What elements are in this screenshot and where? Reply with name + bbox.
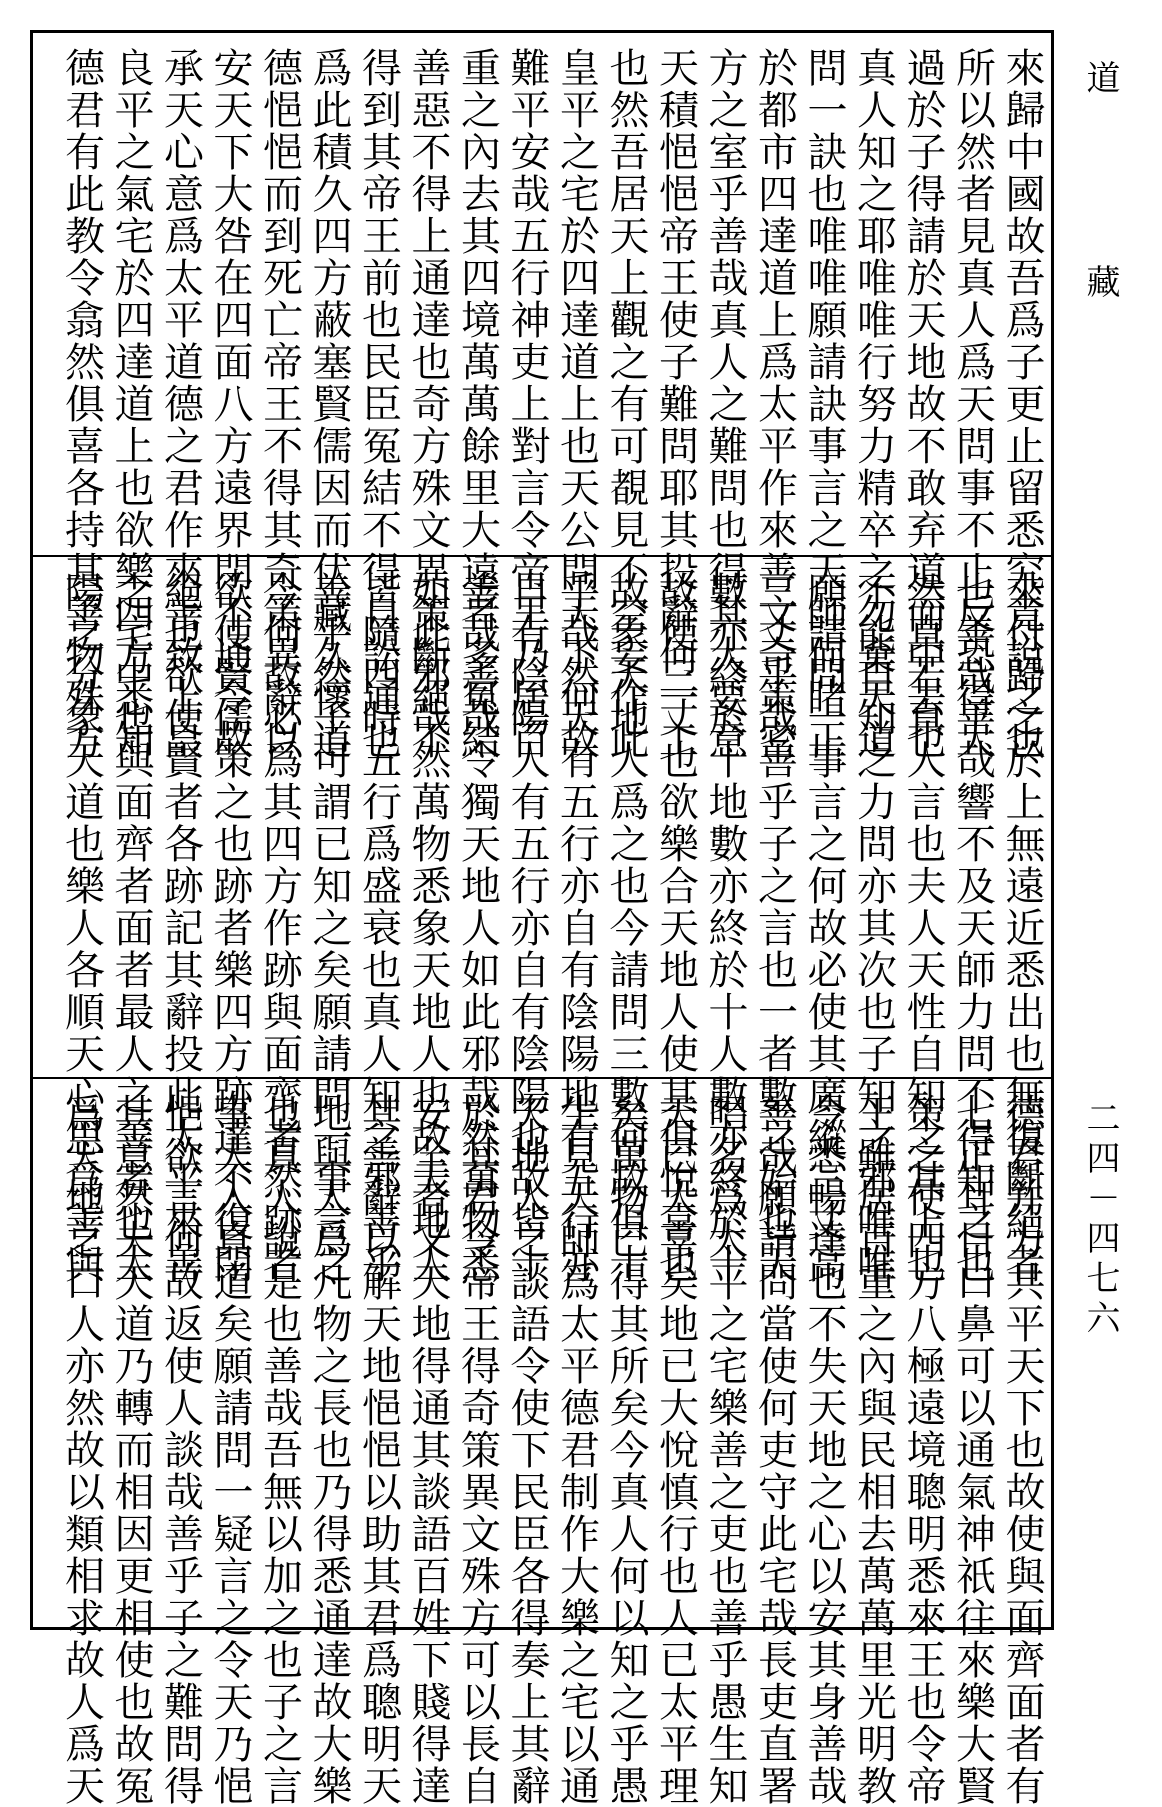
text-column: 矣萬物已得其所矣今真人何以知之乎愚 [603, 1093, 649, 1807]
text-column: 然真若真人言也夫人天性自知之其上也 [900, 571, 946, 1285]
text-column: 重之內去其四境萬萬餘里大遠者多冤結 [454, 47, 501, 761]
text-column: 天地人之談語令使下民臣各得奏上其辭 [504, 1093, 550, 1807]
text-column: 皇平之宅於四達道上也天公問天下何故 [553, 47, 600, 761]
text-register-bottom [33, 1077, 1051, 1807]
text-column: 王雖居百重之內與民相去萬萬里光明教 [850, 1093, 897, 1807]
text-column: 絕也欲使賢者各跡記其辭投此太平來善 [157, 571, 204, 1285]
text-column: 得到其帝王前也民臣冤結不得自訟通也 [355, 47, 402, 761]
text-column: 數亦終於十地數亦終於十人數亦終於十 [702, 571, 748, 1285]
text-column: 故象天地人爲之也今請問三數何故俱十 [603, 571, 649, 1285]
text-column: 乎哉然天有五行亦自有陰陽地有五行亦 [553, 571, 600, 1285]
text-column: 方之室乎善哉真人之難問也得其大要意 [702, 47, 748, 761]
text-column: 七正耳目口鼻可以通氣神祇往來樂大賢 [949, 1093, 996, 1807]
text-column: 陽之分象天道也樂人各順天心思爲善與 [58, 571, 105, 1285]
text-column: 德悒悒而到死亡帝王不得其奇策異辭以 [256, 47, 303, 761]
text-column: 難平安哉五行神吏上對言令帝王乃居百 [504, 47, 550, 761]
text-column: 於都市四達道上爲太平作來善文奇策密 [751, 47, 798, 761]
text-column: 三丈乎哉善乎子之言也一者數之始也天 [751, 571, 798, 1285]
text-column: 願請問一事言之何故必使其廣縱三丈高 [801, 571, 847, 1285]
text-column: 善哉善哉令獨天地人如此邪哉然萬物悉 [454, 571, 501, 1285]
text-column: 安全者又天地得通其談語百姓下賤得達 [405, 1093, 451, 1807]
text-column: 之宅中也與面齊者面者最人之善者也太 [108, 571, 154, 1285]
text-register-middle [33, 555, 1051, 1285]
text-column: 事大入真道矣願請問一疑言之令天乃悒 [207, 1093, 253, 1807]
text-column: 德君并力共平天下也故使與面齊面者有 [999, 1093, 1045, 1807]
collection-title: 道藏 [1080, 60, 1120, 468]
text-column: 唱名爲太平之宅樂善之吏也善乎愚生知 [702, 1093, 748, 1807]
text-register-top [33, 33, 1051, 761]
text-column: 承天心意爲太平道德之君作來善致上皇 [157, 47, 204, 761]
text-column: 也善哉善哉響不及天師力問不得知之也 [949, 571, 996, 1285]
text-column: 故使三丈也欲樂合天地人使其俱悅喜也 [652, 571, 699, 1285]
text-column: 良平之氣宅於四達道上也欲樂四方悉知 [108, 47, 154, 761]
page-frame [30, 30, 1054, 1807]
text-column: 皆隨四時五行爲盛衰也真人知之邪善乎 [355, 571, 402, 1285]
text-column: 來歸中國故吾爲子更止留悉究竟說之也 [999, 47, 1045, 761]
text-column: 也真人說是也善哉吾無以加之也子之言 [256, 1093, 303, 1807]
text-column: 令悉暢達也不失天地之心以安其身善哉 [801, 1093, 847, 1807]
text-column: 問一訣也唯唯願請訣事言之天師何睹正 [801, 47, 847, 761]
text-column: 於其君令帝王得奇策異文殊方可以長自 [454, 1093, 501, 1807]
text-column: 爲此積久四方蔽塞賢儒因而伏藏久懷道 [306, 47, 352, 761]
text-column: 欲使賢儒策之也跡者樂四方跡達不復閉 [207, 571, 253, 1285]
text-column: 善乎然子可謂已知之矣願請問一事言之 [306, 571, 352, 1285]
text-column: 天積悒悒帝王使子難問耶其投辭何一工 [652, 47, 699, 761]
text-column: 德君有此教令翕然俱喜各持其善物殊方 [58, 47, 105, 761]
text-column: 其善辭以解天地悒悒以助其君爲聰明天 [355, 1093, 402, 1807]
text-column: 過於子得請於天地故不敢弃道而中去也 [900, 47, 946, 761]
text-column: 策之使四方八極遠境聰明悉來王也令帝 [900, 1093, 946, 1807]
text-column: 生見天師爲太平德君制作大樂之宅以通 [553, 1093, 600, 1807]
text-column: 天已大喜矣地已大悅慎行也人已太平理 [652, 1093, 699, 1807]
page-number: 二四－四七六 [1080, 1100, 1120, 1340]
text-column: 其意然夫天道乃轉而相因更相使也故冤 [108, 1093, 154, 1807]
text-column: 悒欲言何故返使人談哉善乎子之難問得 [157, 1093, 204, 1807]
text-column: 今何故必爲其四方作跡與面齊者然跡者 [256, 571, 303, 1285]
text-column: 真人知之耶唯唯行努力精卒之勿棄天道 [850, 47, 897, 761]
text-column: 安天下大咎在四面八方遠界閉不通令故 [207, 47, 253, 761]
text-column: 善惡不得上通達也奇方殊文異策斷絕不 [405, 47, 451, 761]
text-column: 地與人爲凡物之長也乃得悉通達故大樂 [306, 1093, 352, 1807]
text-column: 來付歸之於上無遠近悉出也無復斷絕者 [999, 571, 1045, 1285]
text-column: 如此邪哉然萬物悉象天地人也故天地人 [405, 571, 451, 1285]
text-column: 爲天地之口人亦然故以類相求故人爲天 [58, 1093, 105, 1807]
text-column: 不能自知之力問亦其次也子知之邪唯唯 [850, 571, 897, 1285]
text-column: 所以然者見真人爲天問事不止反恐得大 [949, 47, 996, 761]
text-column: 善哉願請問當使何吏守此宅哉長吏直署 [751, 1093, 798, 1807]
text-column: 自有陰陽人有五行亦自有陰陽也故皆十 [504, 571, 550, 1285]
text-column: 也然吾居天上觀之有可覩見不空妄作此 [603, 47, 649, 761]
